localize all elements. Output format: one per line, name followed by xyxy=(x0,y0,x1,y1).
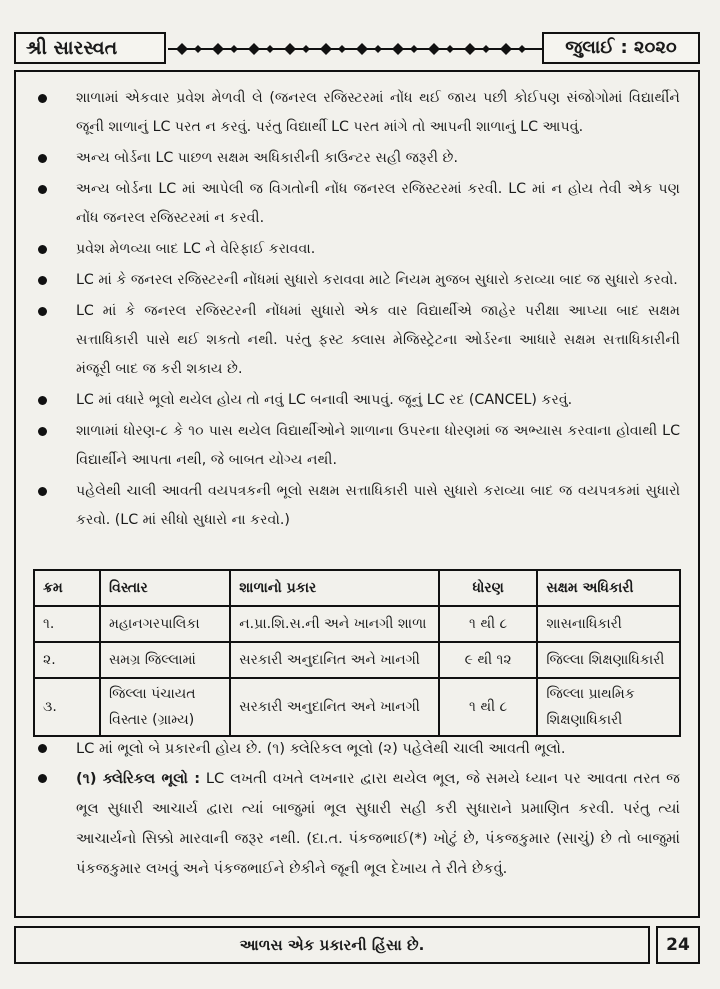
bullet-icon xyxy=(38,94,47,103)
bullet-icon xyxy=(38,276,47,285)
table-cell: જિલ્લા પંચાયત વિસ્તાર (ગ્રામ્ય) xyxy=(100,678,230,736)
list-item: LC માં વધારે ભૂલો થયેલ હોય તો નવું LC બનાવી આપવું. જૂનું LC રદ (CANCEL) કરવું. xyxy=(16,386,698,415)
list-item: પ્રવેશ મેળવ્યા બાદ LC ને વેરિફાઈ કરાવવા. xyxy=(16,235,698,264)
bullet-icon xyxy=(38,154,47,163)
footer-motto: આળસ એક પ્રકારની હિંસા છે. xyxy=(14,926,650,964)
table-cell: જિલ્લા પ્રાથમિક શિક્ષણાધિકારી xyxy=(537,678,680,736)
list-item: LC માં કે જનરલ રજિસ્ટરની નોંધમાં સુધારો એક વાર વિદ્યાર્થીએ જાહેર પરીક્ષા આપ્યા બાદ સક્ષમ સત્તાધિકારી પાસે થઈ શકતો નથી. પરંતુ ફસ્ટ ક્લાસ મેજિસ્ટ્રેટના ઓર્ડરના આધારે સક્ષમ સત્તાધિકારીની મંજૂરી બાદ જ કરી શકાય છે. xyxy=(16,297,698,384)
list-item: અન્ય બોર્ડના LC પાછળ સક્ષમ અધિકારીની કાઉન્ટર સહી જરૂરી છે. xyxy=(16,144,698,173)
table-cell: ૯ થી ૧૨ xyxy=(439,642,537,678)
table-cell: જિલ્લા શિક્ષણાધિકારી xyxy=(537,642,680,678)
table-cell: ૩. xyxy=(34,678,100,736)
table-row xyxy=(34,606,680,642)
table-header-row xyxy=(34,570,680,606)
page-number: 24 xyxy=(656,926,700,964)
list-item: પહેલેથી ચાલી આવતી વયપત્રકની ભૂલો સક્ષમ સત્તાધિકારી પાસે સુધારો કરાવ્યા બાદ જ વયપત્રકમાં સુધારો કરવો. (LC માં સીધો સુધારો ના કરવો.) xyxy=(16,477,698,535)
table-cell: શાસનાધિકારી xyxy=(537,606,680,642)
diamond-pattern-icon xyxy=(168,36,542,62)
list-item: શાળામાં ધોરણ-૮ કે ૧૦ પાસ થયેલ વિદ્યાર્થીઓને શાળાના ઉપરના ધોરણમાં જ અભ્યાસ કરવાના હોવાથી LC વિદ્યાર્થીને આપતા નથી, જે બાબત યોગ્ય નથી. xyxy=(16,417,698,475)
list-item: LC માં કે જનરલ રજિસ્ટરની નોંધમાં સુધારો કરાવવા માટે નિયમ મુજબ સુધારો કરાવ્યા બાદ જ સુધારો કરવો. xyxy=(16,266,698,295)
table-cell: ૧ થી ૮ xyxy=(439,606,537,642)
column-header: ધોરણ xyxy=(439,570,537,606)
table-row xyxy=(34,642,680,678)
bullet-icon xyxy=(38,245,47,254)
rules-list-top xyxy=(16,84,698,537)
bullet-icon xyxy=(38,487,47,496)
content-frame xyxy=(14,70,700,918)
table-row xyxy=(34,678,680,736)
list-item: અન્ય બોર્ડના LC માં આપેલી જ વિગતોની નોંધ જનરલ રજિસ્ટરમાં કરવી. LC માં ન હોય તેવી એક પણ નોંધ જનરલ રજિસ્ટરમાં ન કરવી. xyxy=(16,175,698,233)
bullet-icon xyxy=(38,396,47,405)
table-cell: સરકારી અનુદાનિત અને ખાનગી xyxy=(230,642,439,678)
rules-list-bottom xyxy=(16,734,698,884)
bullet-icon xyxy=(38,427,47,436)
table-cell: મહાનગરપાલિકા xyxy=(100,606,230,642)
page-footer xyxy=(14,926,700,966)
page-header xyxy=(14,32,700,68)
list-item: (૧) ક્લેરિકલ ભૂલો : LC લખતી વખતે લખનાર દ્વારા થયેલ ભૂલ, જે સમયે ધ્યાન પર આવતા તરત જ ભૂલ સુધારી આચાર્ય દ્વારા ત્યાં બાજુમાં ભૂલ સુધારી સહી કરી સુધારાને પ્રમાણિત કરવી. પરંતુ ત્યાં આચાર્યનો સિક્કો મારવાની જરૂર નથી. (દા.ત. પંકજભાઈ(*) ખોટું છે, પંકજકુમાર (સાચું) છે તો બાજુમાં પંકજકુમાર લખવું અને પંકજભાઈને છેકીને જૂની ભૂલ દેખાય તે રીતે છેકવું. xyxy=(16,764,698,884)
table-cell: ૧ થી ૮ xyxy=(439,678,537,736)
column-header: વિસ્તાર xyxy=(100,570,230,606)
column-header: શાળાનો પ્રકાર xyxy=(230,570,439,606)
list-item: LC માં ભૂલો બે પ્રકારની હોય છે. (૧) ક્લેરિકલ ભૂલો (૨) પહેલેથી ચાલી આવતી ભૂલો. xyxy=(16,734,698,764)
table-cell: ૧. xyxy=(34,606,100,642)
issue-date: જુલાઈ : ૨૦૨૦ xyxy=(542,32,700,64)
magazine-title: શ્રી સારસ્વત xyxy=(14,32,166,64)
bullet-icon xyxy=(38,307,47,316)
authority-table xyxy=(33,569,681,737)
bullet-icon xyxy=(38,774,47,783)
diamond-border-decoration xyxy=(168,36,542,62)
bullet-icon xyxy=(38,185,47,194)
column-header: સક્ષમ અધિકારી xyxy=(537,570,680,606)
table-cell: ન.પ્રા.શિ.સ.ની અને ખાનગી શાળા xyxy=(230,606,439,642)
list-item: શાળામાં એકવાર પ્રવેશ મેળવી લે (જનરલ રજિસ્ટરમાં નોંધ થઈ જાય પછી કોઈપણ સંજોગોમાં વિદ્યાર્થીને જૂની શાળાનું LC પરત ન કરવું. પરંતુ વિદ્યાર્થી LC પરત માંગે તો આપની શાળાનું LC આપવું. xyxy=(16,84,698,142)
column-header: ક્રમ xyxy=(34,570,100,606)
table-cell: ૨. xyxy=(34,642,100,678)
table-cell: સરકારી અનુદાનિત અને ખાનગી xyxy=(230,678,439,736)
clerical-errors-heading: (૧) ક્લેરિકલ ભૂલો : xyxy=(76,770,201,787)
table-cell: સમગ્ર જિલ્લામાં xyxy=(100,642,230,678)
bullet-icon xyxy=(38,744,47,753)
